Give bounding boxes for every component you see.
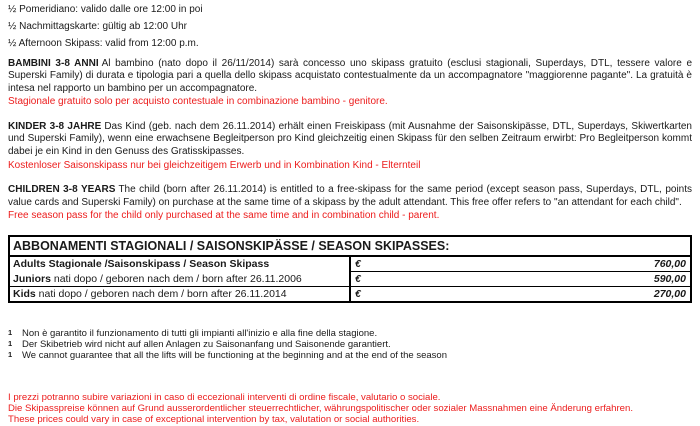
disclaimer-it: I prezzi potranno subire variazioni in caso di eccezionali interventi di ordine fiscale, valutario o sociale. — [8, 392, 441, 404]
footnote-text: Non è garantito il funzionamento di tutti gli impianti all'inizio e alla fine della stagione. — [22, 328, 378, 340]
section-red-note: Kostenloser Saisonskipass nur bei gleichzeitigem Erwerb und in Kombination Kind - Elternteil — [8, 159, 421, 171]
row-label: Kids nati dopo / geboren nach dem / born after 26.11.2014 — [9, 287, 350, 303]
section-body-text: The child (born after 26.11.2014) is entitled to a free-skipass for the same period (except season pass, Superdays, DTL, points value cards and Superski Family) on purchase at the same time of a skipass by the adult attendant. This free offer refers to "an attendant for each child". — [8, 184, 693, 208]
row-label: Adults Stagionale /Saisonskipass / Season Skipass — [9, 256, 350, 272]
footnotes — [8, 328, 692, 361]
currency-symbol: € — [355, 273, 361, 286]
table-row-kids — [9, 287, 691, 303]
section-paragraph — [8, 58, 692, 96]
table-header: ABBONAMENTI STAGIONALI / SAISONSKIPÄSSE / SEASON SKIPASSES: — [9, 236, 691, 256]
footnote-en — [8, 350, 692, 361]
section-kinder-de — [8, 121, 692, 172]
table-row-adults — [9, 256, 691, 272]
footnote-marker: 1 — [8, 350, 13, 360]
disclaimer-en: These prices could vary in case of exceptional intervention by tax, valutation or social authorities. — [8, 413, 420, 425]
footnote-it — [8, 328, 692, 339]
section-body-text: Al bambino (nato dopo il 26/11/2014) sarà concesso uno skipass gratuito (esclusi stagionali, Superdays, DTL, tessere valore e Superski Family) di durata e tipologia pari a quella dello skipass acquistato contestualmente da un accompagnatore "maggiorenne pagante". La gratuità è intesa nel rapporto un bambino per un accompagnatore. — [8, 57, 692, 94]
section-title: KINDER 3-8 JAHRE — [8, 120, 102, 132]
footnote-marker: 1 — [8, 328, 13, 338]
row-price-cell — [350, 256, 691, 272]
disclaimer-de: Die Skipasspreise können auf Grund ausserordentlicher steuerrechtlicher, währungspolitischer oder sozialer Massnahmen eine Änderung erfahren. — [8, 402, 634, 414]
row-price-cell — [350, 272, 691, 287]
footnote-text: Der Skibetrieb wird nicht auf allen Anlagen zu Saisonanfang und Saisonende garantiert. — [22, 339, 391, 351]
section-paragraph — [8, 184, 692, 209]
price-value: 760,00 — [653, 258, 686, 271]
section-body-text: Das Kind (geb. nach dem 26.11.2014) erhält einen Freiskipass (mit Ausnahme der Saisonskipässe, DTL, Superdays, Skiwertkarten und Superski Family), wenn eine erwachsene Begleitperson pro Kind gleichzeitig einen Skipass für den selben Zeitraum erwirbt: Pro Begleitperson kommt dabei je ein Kind in den Genuss des Gratisskipasses. — [8, 120, 692, 158]
season-skipass-table — [8, 235, 692, 303]
row-price-cell — [350, 287, 691, 303]
half-day-note-en: ½ Afternoon Skipass: valid from 12:00 p.m. — [8, 38, 199, 49]
half-day-note-it: ½ Pomeridiano: valido dalle ore 12:00 in poi — [8, 4, 203, 15]
footnote-de — [8, 339, 692, 350]
half-day-notes — [8, 4, 692, 51]
half-day-note-de: ½ Nachmittagskarte: gültig ab 12:00 Uhr — [8, 21, 187, 32]
currency-symbol: € — [355, 288, 361, 301]
currency-symbol: € — [355, 258, 361, 271]
price-value: 590,00 — [653, 273, 686, 286]
section-red-note: Free season pass for the child only purchased at the same time and in combination child - parent. — [8, 210, 440, 222]
price-disclaimer — [8, 393, 692, 426]
section-paragraph — [8, 121, 692, 159]
section-bambini-it — [8, 58, 692, 109]
footnote-text: We cannot guarantee that all the lifts will be functioning at the beginning and at the end of the season — [22, 350, 447, 362]
footnote-marker: 1 — [8, 339, 13, 349]
section-title: BAMBINI 3-8 ANNI — [8, 57, 99, 69]
section-title: CHILDREN 3-8 YEARS — [8, 184, 116, 196]
table-row-juniors — [9, 272, 691, 287]
row-label: Juniors nati dopo / geboren nach dem / born after 26.11.2006 — [9, 272, 350, 287]
table-header-row — [9, 236, 691, 256]
price-value: 270,00 — [653, 288, 686, 301]
section-children-en — [8, 184, 692, 223]
section-red-note: Stagionale gratuito solo per acquisto contestuale in combinazione bambino - genitore. — [8, 96, 388, 108]
